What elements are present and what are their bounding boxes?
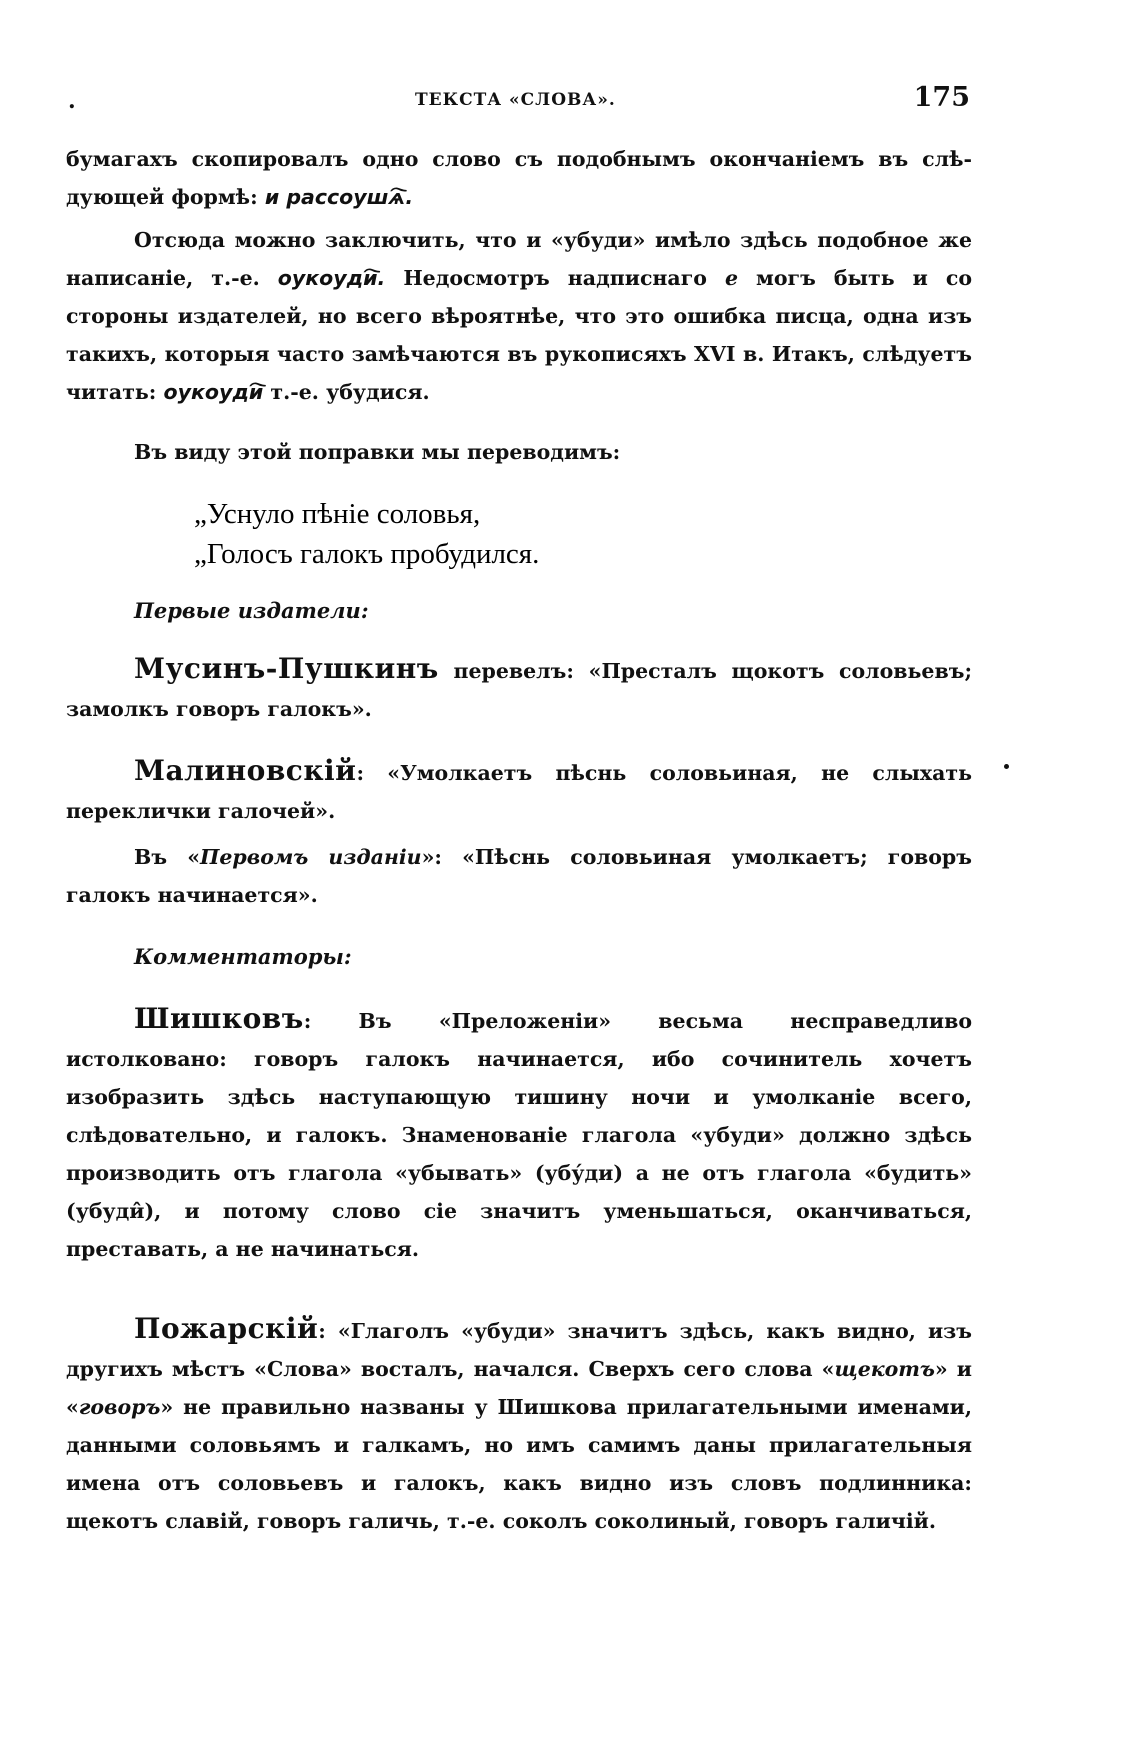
first-edition-text-a: Въ « [134, 845, 201, 869]
speaker-musin-pushkin: Мусинъ-Пушкинъ [134, 652, 439, 685]
entry-shishkov [66, 1000, 972, 1268]
verse-line-1: „Уснуло пѣніе соловья, [194, 498, 481, 530]
paragraph-2-text-c: могъ быть и со стороны издателей, но всего вѣроятнѣе, что это ошибка писца, одна изъ такихъ, которыя часто замѣчаются въ рукописяхъ XVI в. Итакъ, слѣдуетъ читать: [66, 266, 973, 404]
running-head: ТЕКСТА «СЛОВА». [415, 90, 616, 110]
entry-pozharsky-text-a: : «Глаголъ «убуди» значитъ здѣсь, какъ видно, изъ другихъ мѣстъ «Слова» восталъ, начался. Сверхъ сего слова « [66, 1319, 972, 1381]
header-dot: . [68, 88, 76, 114]
section-title-commentators: Комментаторы: [134, 944, 352, 969]
speaker-pozharsky: Пожарскій [134, 1312, 319, 1345]
paragraph-2-text-d: т.-е. убудися. [270, 380, 430, 404]
paragraph-1 [66, 140, 972, 216]
pozharsky-italic-2: говоръ [78, 1395, 161, 1419]
margin-mark [1004, 764, 1009, 769]
page-header [64, 82, 970, 116]
superscript-letter: е [724, 266, 739, 290]
slavonic-word-2: оукоуди҇. [277, 266, 386, 290]
paragraph-3-text: Въ виду этой поправки мы переводимъ: [134, 440, 621, 464]
page-number: 175 [913, 82, 970, 113]
paragraph-2-text-a: Отсюда можно заключить, что и «убуди» имѣло здѣсь подобное же написаніе, т.-е. [66, 228, 972, 290]
entry-pozharsky-text-c: » не правильно названы у Шишкова прилагательными именами, данными соловьямъ и галкамъ, но имъ самимъ даны прилагательныя имена отъ соловьевъ и галокъ, какъ видно изъ словъ подлинника: щекотъ славій, говоръ галичь, т.-е. соколъ соколиный, говоръ галичій. [66, 1395, 972, 1533]
slavonic-word-3: оукоуди҇ [163, 380, 264, 404]
paragraph-1-text: бумагахъ скопировалъ одно слово съ подобнымъ окончаніемъ въ слѣ-дующей формѣ: [66, 147, 972, 209]
paragraph-3 [66, 433, 972, 471]
verse-line-2: „Голосъ галокъ пробудился. [194, 538, 540, 570]
entry-shishkov-text: : Въ «Преложеніи» весьма несправедливо истолковано: говоръ галокъ начинается, ибо сочинитель хочетъ изобразить здѣсь наступающую тишину ночи и умолканіе всего, слѣдовательно, и галокъ. Знаменованіе глагола «убуди» должно здѣсь производить отъ глагола «убывать» (убу́ди) а не отъ глагола «будить» (убуди̂), и потому слово сіе значитъ уменьшаться, оканчиваться, преставать, а не начинаться. [66, 1009, 972, 1261]
entry-musin-text: перевелъ: «Престалъ щокотъ соловьевъ; замолкъ говоръ галокъ». [66, 659, 973, 721]
first-edition-italic: Первомъ изданіи [200, 845, 422, 869]
paragraph-2 [66, 221, 972, 411]
entry-malinovsky-text: : «Умолкаетъ пѣснь соловьиная, не слыхать переклички галочей». [66, 761, 972, 823]
entry-malinovsky [66, 752, 972, 830]
speaker-shishkov: Шишковъ [134, 1002, 304, 1035]
slavonic-word-1: и рассоушѧ҇. [264, 185, 414, 209]
entry-pozharsky [66, 1310, 972, 1540]
pozharsky-italic-1: щекотъ [834, 1357, 935, 1381]
entry-musin-pushkin [66, 650, 972, 728]
section-title-first-editors: Первые издатели: [134, 598, 369, 623]
speaker-malinovsky: Малиновскій [134, 754, 357, 787]
first-edition-text-b: »: «Пѣснь соловьиная умолкаетъ; говоръ галокъ начинается». [66, 845, 972, 907]
entry-pozharsky-text-b: » и « [66, 1357, 973, 1419]
verse-quote [194, 494, 894, 574]
paragraph-2-text-b: Недосмотръ надписнаго [403, 266, 707, 290]
entry-first-edition [66, 838, 972, 914]
